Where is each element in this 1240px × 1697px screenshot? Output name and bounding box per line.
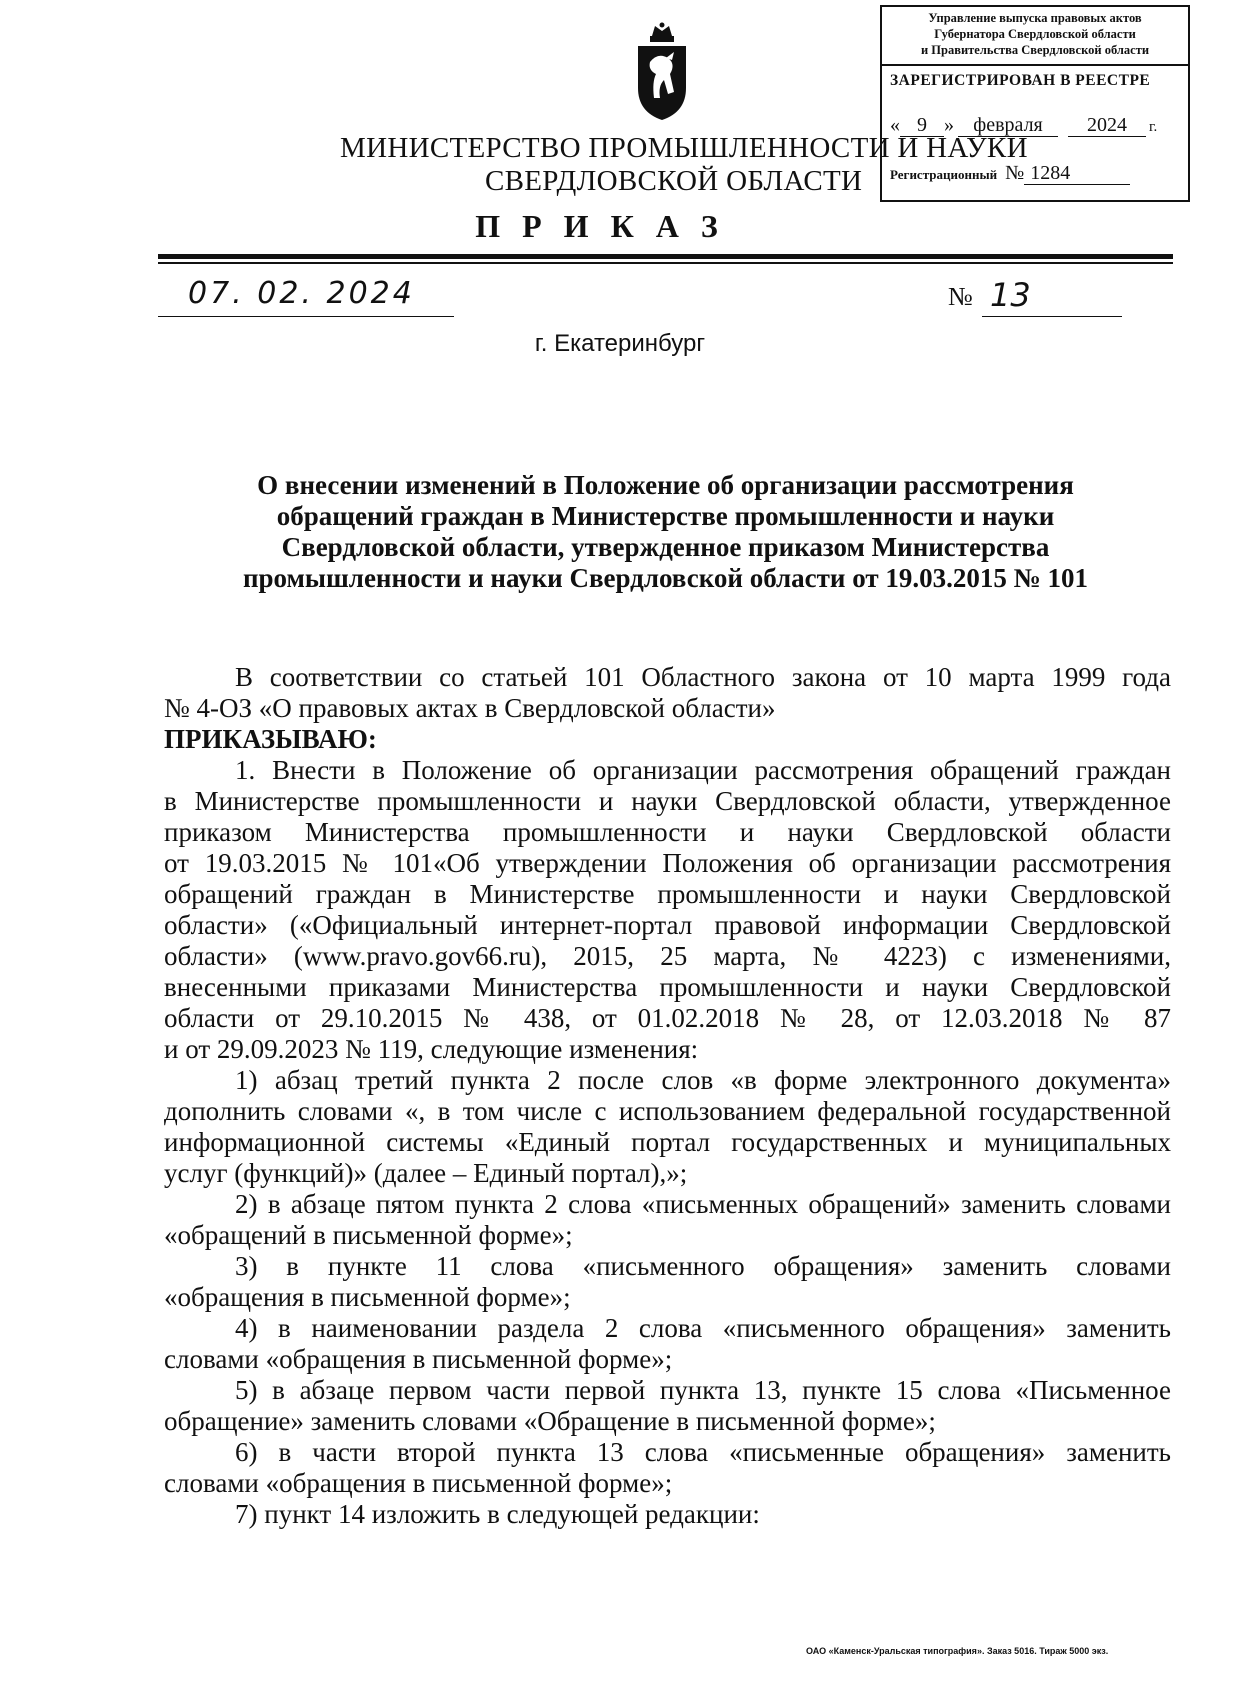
- body-line: области» (www.pravo.gov66.ru), 2015, 25 марта, № 4223) с изменениями,: [164, 941, 1171, 971]
- stamp-header-line: и Правительства Свердловской области: [920, 43, 1150, 57]
- body-line: «обращения в письменной форме»;: [164, 1282, 571, 1312]
- printer-imprint: ОАО «Каменск-Уральская типография». Заказ 5016. Тираж 5000 экз.: [806, 1646, 1109, 1656]
- order-number: 13: [990, 276, 1031, 314]
- registration-stamp: [880, 5, 1190, 202]
- stamp-reg-value: 1284: [1024, 162, 1130, 185]
- stamp-year-suffix: г.: [1149, 119, 1158, 135]
- stamp-header: [882, 10, 1188, 62]
- ministry-name-line: СВЕРДЛОВСКОЙ ОБЛАСТИ: [485, 165, 863, 197]
- order-date: 07. 02. 2024: [188, 276, 415, 311]
- body-line: приказом Министерства промышленности и науки Свердловской области: [164, 817, 1171, 847]
- document-heading: [158, 470, 1173, 594]
- body-line: словами «обращения в письменной форме»;: [164, 1468, 673, 1498]
- body-line: 2) в абзаце пятом пункта 2 слова «письменных обращений» заменить словами: [235, 1189, 1171, 1219]
- body-line: «обращений в письменной форме»;: [164, 1220, 573, 1250]
- heading-line: О внесении изменений в Положение об организации рассмотрения: [257, 470, 1074, 500]
- stamp-quote-open: «: [890, 114, 900, 136]
- document-body: [164, 662, 1171, 1530]
- stamp-quote-close: »: [944, 114, 954, 136]
- stamp-registered-label: ЗАРЕГИСТРИРОВАН В РЕЕСТРЕ: [890, 72, 1151, 89]
- body-line: дополнить словами «, в том числе с использованием федеральной государственной: [164, 1096, 1171, 1126]
- body-line: 7) пункт 14 изложить в следующей редакции:: [235, 1499, 760, 1529]
- stamp-reg-label: Регистрационный: [890, 167, 998, 182]
- stamp-header-line: Губернатора Свердловской области: [934, 27, 1136, 41]
- body-line: 5) в абзаце первом части первой пункта 13, пункте 15 слова «Письменное: [235, 1375, 1171, 1405]
- body-line: В соответствии со статьей 101 Областного закона от 10 марта 1999 года: [235, 662, 1171, 692]
- document-type: П Р И К А З: [475, 208, 725, 244]
- stamp-header-line: Управление выпуска правовых актов: [928, 11, 1142, 25]
- order-date-field: [158, 276, 454, 317]
- body-line: в Министерстве промышленности и науки Свердловской области, утвержденное: [164, 786, 1171, 816]
- order-number-sign: №: [948, 282, 973, 311]
- body-line: обращений граждан в Министерстве промышленности и науки Свердловской: [164, 879, 1171, 909]
- body-line: обращение» заменить словами «Обращение в письменной форме»;: [164, 1406, 936, 1436]
- body-line: словами «обращения в письменной форме»;: [164, 1344, 673, 1374]
- body-line: услуг (функций)» (далее – Единый портал),»;: [164, 1158, 688, 1188]
- heading-line: обращений граждан в Министерстве промышленности и науки: [276, 501, 1055, 531]
- heading-line: Свердловской области, утвержденное приказом Министерства: [281, 532, 1050, 562]
- stamp-month: февраля: [958, 114, 1058, 137]
- body-line: 3) в пункте 11 слова «письменного обращения» заменить словами: [235, 1251, 1171, 1281]
- stamp-reg-number: [890, 162, 1130, 185]
- order-directive: ПРИКАЗЫВАЮ:: [164, 724, 377, 754]
- body-line: 1) абзац третий пункта 2 после слов «в форме электронного документа»: [235, 1065, 1171, 1095]
- body-line: области» («Официальный интернет-портал правовой информации Свердловской: [164, 910, 1171, 940]
- stamp-no-sign: №: [1005, 162, 1025, 184]
- order-number-field: [982, 276, 1122, 317]
- stamp-day: 9: [900, 114, 944, 137]
- body-line: области от 29.10.2015 № 438, от 01.02.2018 № 28, от 12.03.2018 № 87: [164, 1003, 1171, 1033]
- body-line: 6) в части второй пункта 13 слова «письменные обращения» заменить: [235, 1437, 1171, 1467]
- stamp-year: 2024: [1068, 114, 1146, 137]
- city: г. Екатеринбург: [534, 330, 706, 357]
- header-rule-thin: [158, 262, 1173, 264]
- ministry-name-line: МИНИСТЕРСТВО ПРОМЫШЛЕННОСТИ И НАУКИ: [340, 132, 1028, 164]
- coat-of-arms-icon: [630, 22, 694, 122]
- body-line: 4) в наименовании раздела 2 слова «письменного обращения» заменить: [235, 1313, 1171, 1343]
- body-line: 1. Внести в Положение об организации рассмотрения обращений граждан: [235, 755, 1171, 785]
- heading-line: промышленности и науки Свердловской области от 19.03.2015 № 101: [242, 563, 1089, 593]
- body-line: и от 29.09.2023 № 119, следующие изменения:: [164, 1034, 699, 1064]
- stamp-divider: [882, 64, 1188, 66]
- body-line: от 19.03.2015 № 101«Об утверждении Положения об организации рассмотрения: [164, 848, 1171, 878]
- body-line: информационной системы «Единый портал государственных и муниципальных: [164, 1127, 1171, 1157]
- header-rule: [158, 254, 1173, 259]
- body-line: № 4-ОЗ «О правовых актах в Свердловской области»: [164, 693, 776, 723]
- body-line: внесенными приказами Министерства промышленности и науки Свердловской: [164, 972, 1171, 1002]
